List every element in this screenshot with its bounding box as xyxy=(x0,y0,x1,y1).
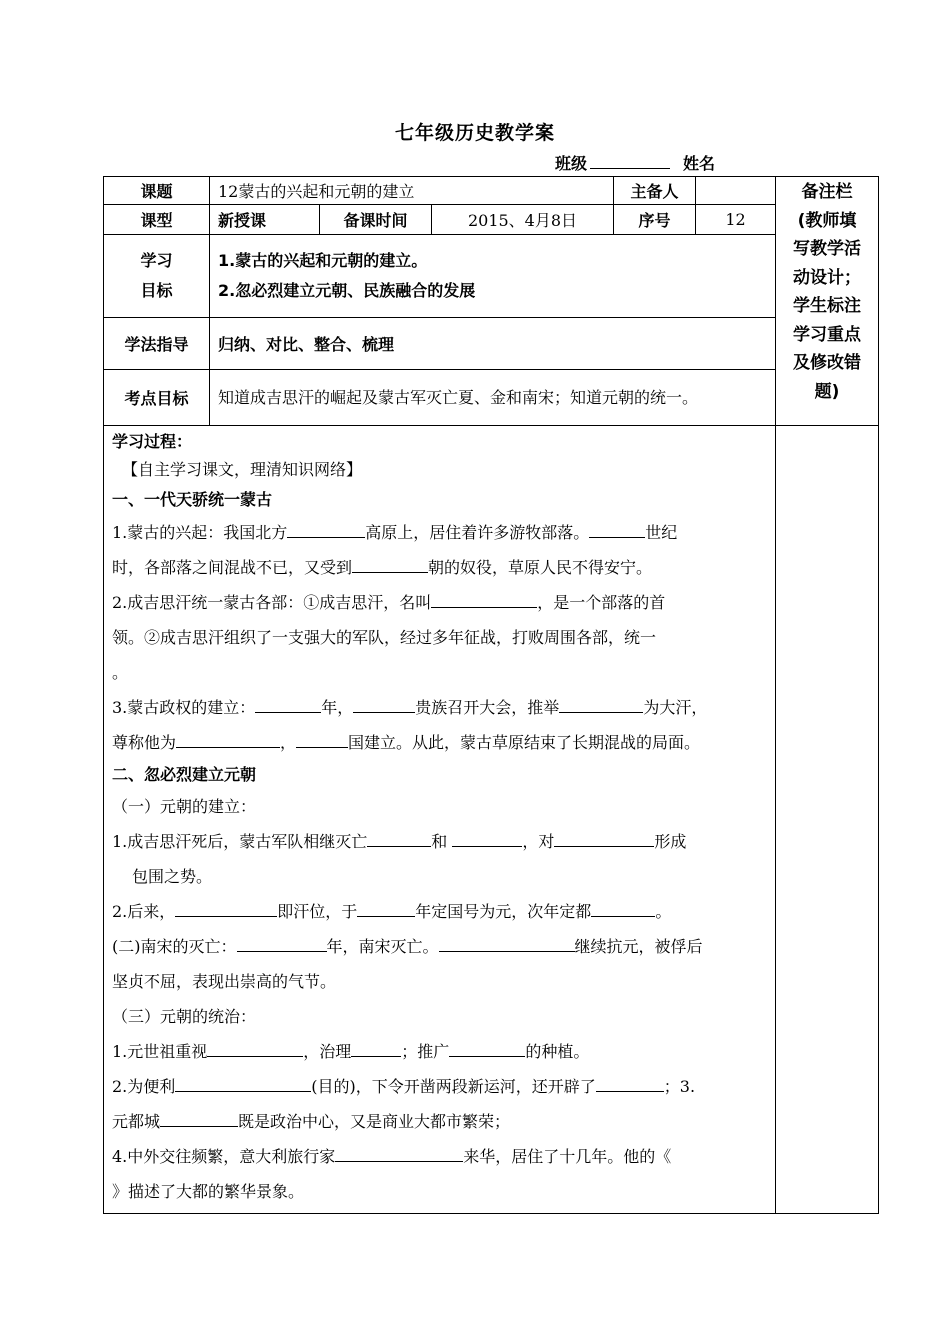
question-line: 包围之势。 xyxy=(132,867,213,886)
blank[interactable] xyxy=(452,828,522,847)
question-line: 1.蒙古的兴起：我国北方 高原上，居住着许多游牧部落。 世纪 xyxy=(112,515,771,550)
goal-label-line: 学习 xyxy=(140,251,173,270)
blank[interactable] xyxy=(353,694,415,713)
blank[interactable] xyxy=(175,898,277,917)
question-line: 时，各部落之间混战不已，又受到 朝的奴役，草原人民不得安宁。 xyxy=(112,550,771,585)
question-line: 》描述了大都的繁华景象。 xyxy=(112,1182,305,1201)
blank[interactable] xyxy=(175,1073,311,1092)
page-title: 七年级历史教学案 xyxy=(394,122,555,144)
goal-content xyxy=(210,235,776,318)
blank[interactable] xyxy=(296,729,348,748)
question-line: 3.蒙古政权的建立： 年， 贵族召开大会，推举 为大汗， xyxy=(112,690,771,725)
blank[interactable] xyxy=(352,554,428,573)
blank[interactable] xyxy=(554,828,654,847)
prep-time-label: 备课时间 xyxy=(320,205,432,235)
notes-line: 写教学活 xyxy=(793,239,862,259)
question-line: (二)南宋的灭亡： 年，南宋灭亡。 继续抗元，被俘后 xyxy=(112,929,771,964)
question-line: 元都城 既是政治中心，又是商业大都市繁荣； xyxy=(112,1104,771,1139)
question-line: 坚贞不屈，表现出崇高的气节。 xyxy=(112,972,337,991)
blank[interactable] xyxy=(596,1073,664,1092)
study-process xyxy=(104,426,776,1214)
blank[interactable] xyxy=(431,589,537,608)
question-line: 1.成吉思汗死后，蒙古军队相继灭亡 和 ，对 形成 xyxy=(112,824,771,859)
blank[interactable] xyxy=(176,729,280,748)
notes-line: (教师填 xyxy=(797,210,857,231)
blank[interactable] xyxy=(449,1038,525,1057)
subsection-title: （一）元朝的建立： xyxy=(112,797,257,816)
seq-value: 12 xyxy=(696,205,776,235)
blank[interactable] xyxy=(237,933,327,952)
process-subheading: 【自主学习课文，理清知识网络】 xyxy=(122,460,363,479)
notes-line: 及修改错 xyxy=(793,353,862,373)
lesson-plan-table xyxy=(103,176,879,1214)
notes-line: 学生标注 xyxy=(793,296,862,316)
type-value: 新授课 xyxy=(210,205,320,235)
question-line: 4.中外交往频繁，意大利旅行家 来华，居住了十几年。他的《 xyxy=(112,1139,771,1174)
exam-label: 考点目标 xyxy=(104,370,210,426)
method-value: 归纳、对比、整合、梳理 xyxy=(210,318,776,370)
preparer-label: 主备人 xyxy=(614,177,696,205)
question-line: 尊称他为 ， 国建立。从此，蒙古草原结束了长期混战的局面。 xyxy=(112,725,771,760)
blank[interactable] xyxy=(287,519,365,538)
notes-line: 动设计； xyxy=(793,267,862,288)
question-line: 2.后来， 即汗位，于 年定国号为元，次年定都 。 xyxy=(112,894,771,929)
notes-column xyxy=(776,177,879,426)
name-label: 姓名 xyxy=(683,154,716,173)
blank[interactable] xyxy=(335,1143,463,1162)
preparer-value[interactable] xyxy=(696,177,776,205)
blank[interactable] xyxy=(255,694,321,713)
question-line: 2.成吉思汗统一蒙古各部：①成吉思汗，名叫 ，是一个部落的首 xyxy=(112,585,771,620)
process-heading: 学习过程： xyxy=(112,432,193,451)
blank[interactable] xyxy=(367,828,431,847)
blank[interactable] xyxy=(591,898,655,917)
goal-item: 2.忽必烈建立元朝、民族融合的发展 xyxy=(218,281,476,300)
question-line: 2.为便利 (目的)，下令开凿两段新运河，还开辟了 ；3. xyxy=(112,1069,771,1104)
topic-label: 课题 xyxy=(104,177,210,205)
blank[interactable] xyxy=(207,1038,303,1057)
prep-time-value: 2015、4月8日 xyxy=(432,205,614,235)
blank[interactable] xyxy=(357,898,415,917)
question-line: 。 xyxy=(112,663,129,682)
question-line: 领。②成吉思汗组织了一支强大的军队，经过多年征战，打败周围各部，统一 xyxy=(112,628,657,647)
goal-item: 1.蒙古的兴起和元朝的建立。 xyxy=(218,251,428,270)
section-1-title: 一、一代天骄统一蒙古 xyxy=(112,490,273,509)
class-label: 班级 xyxy=(555,154,588,173)
blank[interactable] xyxy=(589,519,645,538)
goal-label-line: 目标 xyxy=(140,281,173,300)
exam-value: 知道成吉思汗的崛起及蒙古军灭亡夏、金和南宋；知道元朝的统一。 xyxy=(210,370,776,426)
class-blank[interactable] xyxy=(590,168,670,169)
blank[interactable] xyxy=(351,1038,401,1057)
notes-line: 题) xyxy=(814,381,840,402)
goal-label xyxy=(104,235,210,318)
notes-line: 学习重点 xyxy=(793,324,862,345)
method-label: 学法指导 xyxy=(104,318,210,370)
seq-label: 序号 xyxy=(614,205,696,235)
blank[interactable] xyxy=(160,1108,238,1127)
subsection-title: （三）元朝的统治： xyxy=(112,1007,257,1026)
blank[interactable] xyxy=(559,694,643,713)
topic-value: 12蒙古的兴起和元朝的建立 xyxy=(210,177,614,205)
notes-line: 备注栏 xyxy=(801,182,853,202)
notes-blank-cell[interactable] xyxy=(776,426,879,1214)
section-2-title: 二、忽必烈建立元朝 xyxy=(112,765,257,784)
blank[interactable] xyxy=(439,933,575,952)
question-line: 1.元世祖重视 ，治理 ；推广 的种植。 xyxy=(112,1034,771,1069)
type-label: 课型 xyxy=(104,205,210,235)
